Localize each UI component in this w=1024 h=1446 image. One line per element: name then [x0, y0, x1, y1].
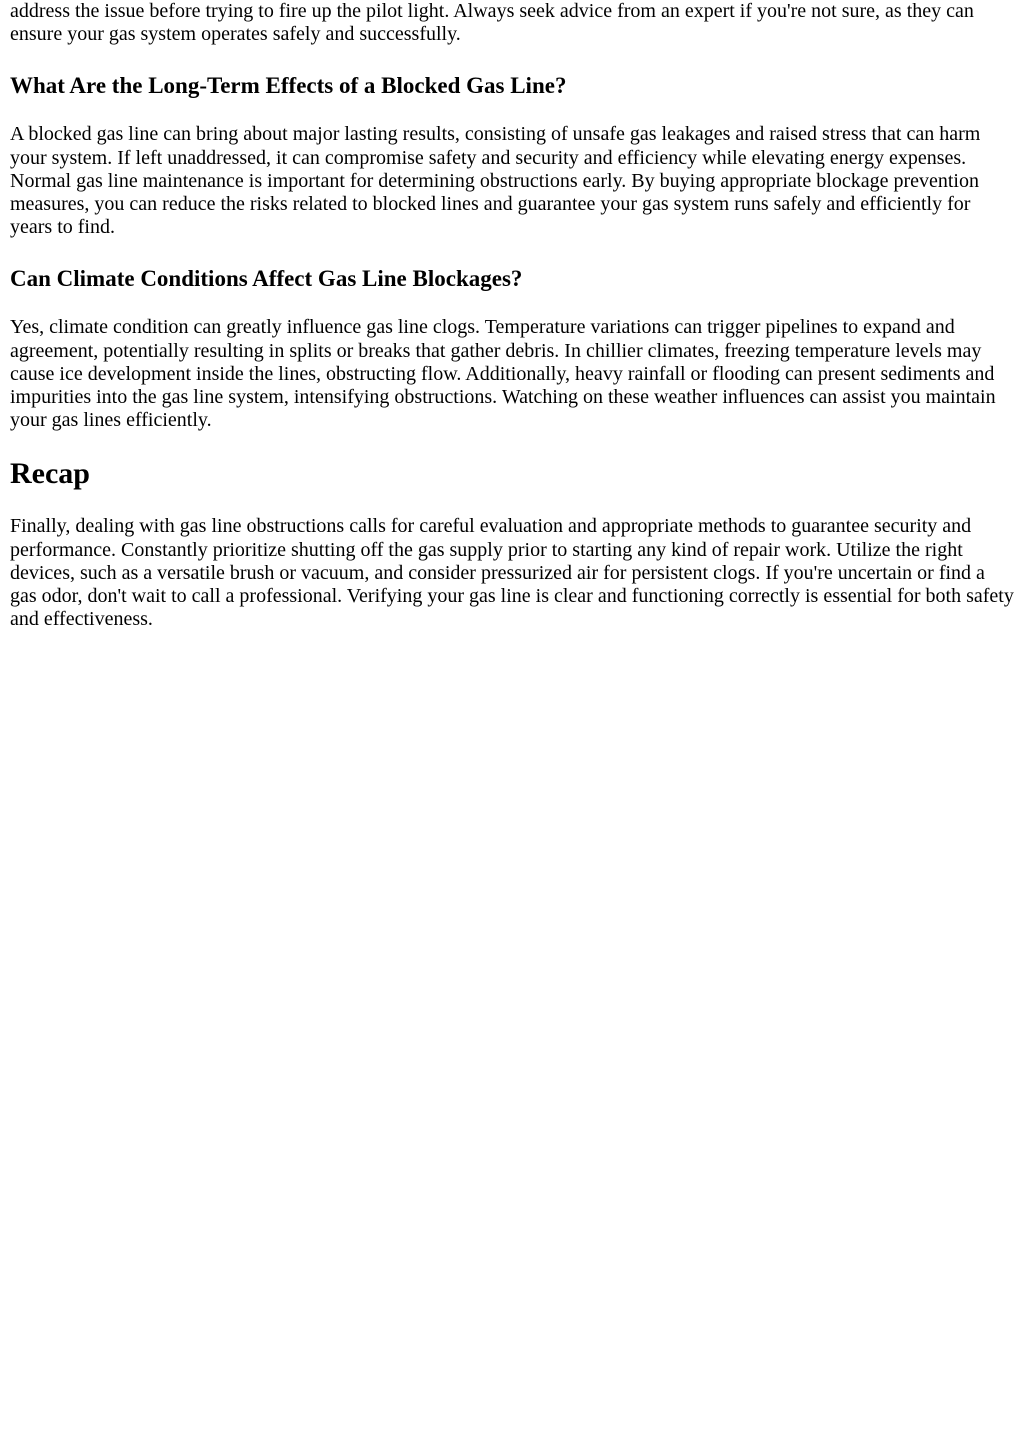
intro-paragraph: address the issue before trying to fire up the pilot light. Always seek advice from an expert if you're not sure, as they can ensure your gas system operates safely and successfully. [10, 0, 974, 46]
section-heading-long-term-effects: What Are the Long-Term Effects of a Blocked Gas Line? [10, 73, 567, 99]
section-heading-climate-conditions: Can Climate Conditions Affect Gas Line Blockages? [10, 266, 523, 292]
article-body [0, 0, 1024, 631]
section-paragraph-climate-conditions: Yes, climate condition can greatly influence gas line clogs. Temperature variations can trigger pipelines to expand and agreement, potentially resulting in splits or breaks that gather debris. In chillier climates, freezing temperature levels may cause ice development inside the lines, obstructing flow. Additionally, heavy rainfall or flooding can present sediments and impurities into the gas line system, intensifying obstructions. Watching on these weather influences can assist you maintain your gas lines efficiently. [10, 316, 996, 432]
recap-heading: Recap [10, 457, 90, 491]
section-paragraph-long-term-effects: A blocked gas line can bring about major lasting results, consisting of unsafe gas leakages and raised stress that can harm your system. If left unaddressed, it can compromise safety and security and efficiency while elevating energy expenses. Normal gas line maintenance is important for determining obstructions early. By buying appropriate blockage prevention measures, you can reduce the risks related to blocked lines and guarantee your gas system runs safely and efficiently for years to find. [10, 123, 981, 239]
recap-paragraph: Finally, dealing with gas line obstructions calls for careful evaluation and appropriate methods to guarantee security and performance. Constantly prioritize shutting off the gas supply prior to starting any kind of repair work. Utilize the right devices, such as a versatile brush or vacuum, and consider pressurized air for persistent clogs. If you're uncertain or find a gas odor, don't wait to call a professional. Verifying your gas line is clear and functioning correctly is essential for both safety and effectiveness. [10, 515, 1014, 631]
